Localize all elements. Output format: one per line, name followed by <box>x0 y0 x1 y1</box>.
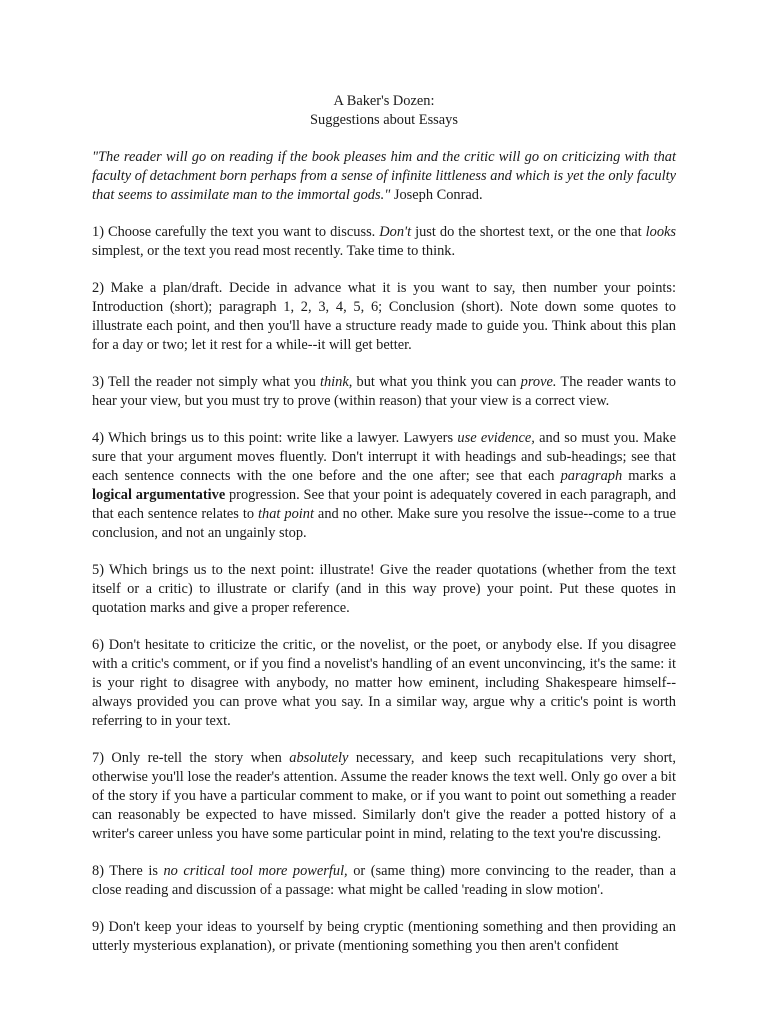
p3-text-c: The reader wants to hear your view, but you must try to prove (within reason) that your view is a correct view. <box>92 374 677 409</box>
p8-text-a: 8) There is <box>92 863 164 879</box>
paragraph-5: 5) Which brings us to the next point: illustrate! Give the reader quotations (whether from the text itself or a critic) to illustrate or clarify (and in this way prove) your point. Put these quotes in quotation marks and give a proper reference. <box>92 562 676 616</box>
p1-emphasis-1: Don't <box>379 224 412 240</box>
paragraph-6: 6) Don't hesitate to criticize the critic, or the novelist, or the poet, or anybody else. If you disagree with a critic's comment, or if you find a novelist's handling of an event unconvincing, it's the same: it is your right to disagree with anybody, no matter how eminent, including Shakespeare himself--always provided you can prove what you say. In a similar way, argue why a critic's point is worth referring to in your text. <box>92 637 676 729</box>
epigraph-author: Joseph Conrad. <box>390 187 483 203</box>
p3-emphasis-2: prove. <box>520 374 557 390</box>
p4-text-e: and no other. Make sure you resolve the issue--come to a true conclusion, and not an ungainly stop. <box>92 506 676 541</box>
epigraph-quote: "The reader will go on reading if the book pleases him and the critic will go on criticizing with that faculty of detachment born perhaps from a sense of infinite littleness and which is yet the only faculty that seems to assimilate man to the immortal gods." <box>92 149 676 203</box>
p1-text-c: simplest, or the text you read most recently. Take time to think. <box>92 243 456 259</box>
p8-emphasis-1: no critical tool more powerful, <box>163 863 348 879</box>
p3-text-a: 3) Tell the reader not simply what you <box>92 374 320 390</box>
p7-text-a: 7) Only re-tell the story when <box>92 750 290 766</box>
paragraph-8 <box>92 862 676 900</box>
p8-text-b: or (same thing) more convincing to the reader, than a close reading and discussion of a passage: what might be called 'reading in slow motion'. <box>92 863 676 898</box>
document-title <box>92 92 676 130</box>
paragraph-2: 2) Make a plan/draft. Decide in advance what it is you want to say, then number your points: Introduction (short); paragraph 1, 2, 3, 4, 5, 6; Conclusion (short). Note down some quotes to illustrate each point, and then you'll have a structure ready made to guide you. Think about this plan for a day or two; let it rest for a while--it will get better. <box>92 280 676 353</box>
p4-emphasis-2: paragraph <box>560 468 623 484</box>
p7-text-b: necessary, and keep such recapitulations very short, otherwise you'll lose the reader's attention. Assume the reader knows the text well. Only go over a bit of the story if you have a particular comment to make, or if you want to point out something a reader can reasonably be expected to have missed. Similarly don't give the reader a potted history of a writer's career unless you have some particular point in mind, relating to the text you're discussing. <box>92 750 676 842</box>
p4-text-c: marks a <box>622 468 676 484</box>
p4-text-b: and so must you. Make sure that your argument moves fluently. Don't interrupt it with headings and sub-headings; see that each sentence connects with the one before and the one after; see that each <box>92 430 676 484</box>
p4-text-a: 4) Which brings us to this point: write like a lawyer. Lawyers <box>92 430 458 446</box>
paragraph-3 <box>92 373 676 411</box>
paragraph-4 <box>92 429 676 543</box>
p7-emphasis-1: absolutely <box>289 750 349 766</box>
p1-text-a: 1) Choose carefully the text you want to discuss. <box>92 224 380 240</box>
paragraph-9: 9) Don't keep your ideas to yourself by being cryptic (mentioning something and then providing an utterly mysterious explanation), or private (mentioning something you then aren't confident <box>92 919 676 954</box>
title-line-2: Suggestions about Essays <box>310 112 458 128</box>
p4-emphasis-1: use evidence, <box>457 430 535 446</box>
p1-emphasis-2: looks <box>645 224 677 240</box>
paragraph-7 <box>92 749 676 844</box>
p1-text-b: just do the shortest text, or the one that <box>411 224 646 240</box>
title-line-1: A Baker's Dozen: <box>333 93 435 109</box>
p3-emphasis-1: think, <box>319 374 353 390</box>
document-page <box>92 92 676 974</box>
p3-text-b: but what you think you can <box>352 374 521 390</box>
p4-emphasis-3: that point <box>258 506 314 522</box>
p4-text-d: progression. See that your point is adequately covered in each paragraph, and that each sentence relates to <box>92 487 677 522</box>
epigraph <box>92 148 676 205</box>
p4-strong: logical argumentative <box>92 487 226 503</box>
paragraph-1 <box>92 223 676 261</box>
